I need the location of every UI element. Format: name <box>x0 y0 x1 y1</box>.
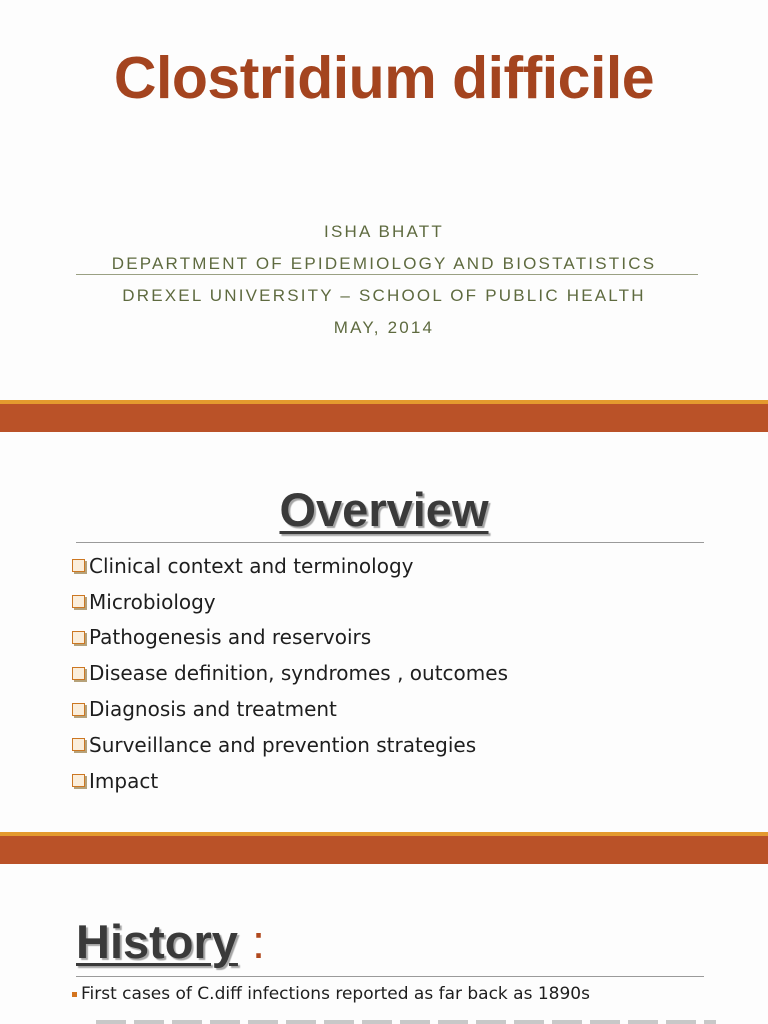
list-item: Surveillance and prevention strategies <box>72 727 508 763</box>
slide-title: Overview <box>279 483 489 536</box>
presentation-date: MAY, 2014 <box>333 318 435 337</box>
slide-title-text: History <box>76 915 238 968</box>
list-item: Microbiology <box>72 584 508 620</box>
overview-list <box>72 548 508 799</box>
divider <box>76 976 704 977</box>
title-colon: : <box>251 915 265 968</box>
institution-name: DREXEL UNIVERSITY – SCHOOL OF PUBLIC HEALTH <box>122 286 646 305</box>
list-item: Clinical context and terminology <box>72 548 508 584</box>
square-bullet-icon <box>72 992 77 997</box>
history-slide <box>0 864 768 1024</box>
checkbox-bullet-icon <box>72 631 85 644</box>
slide-title <box>76 914 265 969</box>
author-name: ISHA BHATT <box>324 222 444 241</box>
checkbox-bullet-icon <box>72 667 85 680</box>
checkbox-bullet-icon <box>72 595 85 608</box>
divider <box>76 274 698 275</box>
checkbox-bullet-icon <box>72 559 85 572</box>
list-item: Pathogenesis and reservoirs <box>72 620 508 656</box>
checkbox-bullet-icon <box>72 738 85 751</box>
checkbox-bullet-icon <box>72 703 85 716</box>
overview-slide <box>0 432 768 832</box>
list-item: First cases of C.diff infections reported as far back as 1890s <box>72 984 590 1004</box>
list-item: Disease definition, syndromes , outcomes <box>72 655 508 691</box>
slide-separator-band <box>0 400 768 432</box>
title-slide <box>0 0 768 400</box>
department-name: DEPARTMENT OF EPIDEMIOLOGY AND BIOSTATISTICS <box>111 254 657 273</box>
list-item: Diagnosis and treatment <box>72 691 508 727</box>
checkbox-bullet-icon <box>72 774 85 787</box>
slide-separator-band <box>0 832 768 864</box>
divider <box>76 542 704 543</box>
cropped-text-line <box>96 1020 716 1024</box>
slide-title: Clostridium difficile <box>113 45 655 111</box>
list-item: Impact <box>72 763 508 799</box>
